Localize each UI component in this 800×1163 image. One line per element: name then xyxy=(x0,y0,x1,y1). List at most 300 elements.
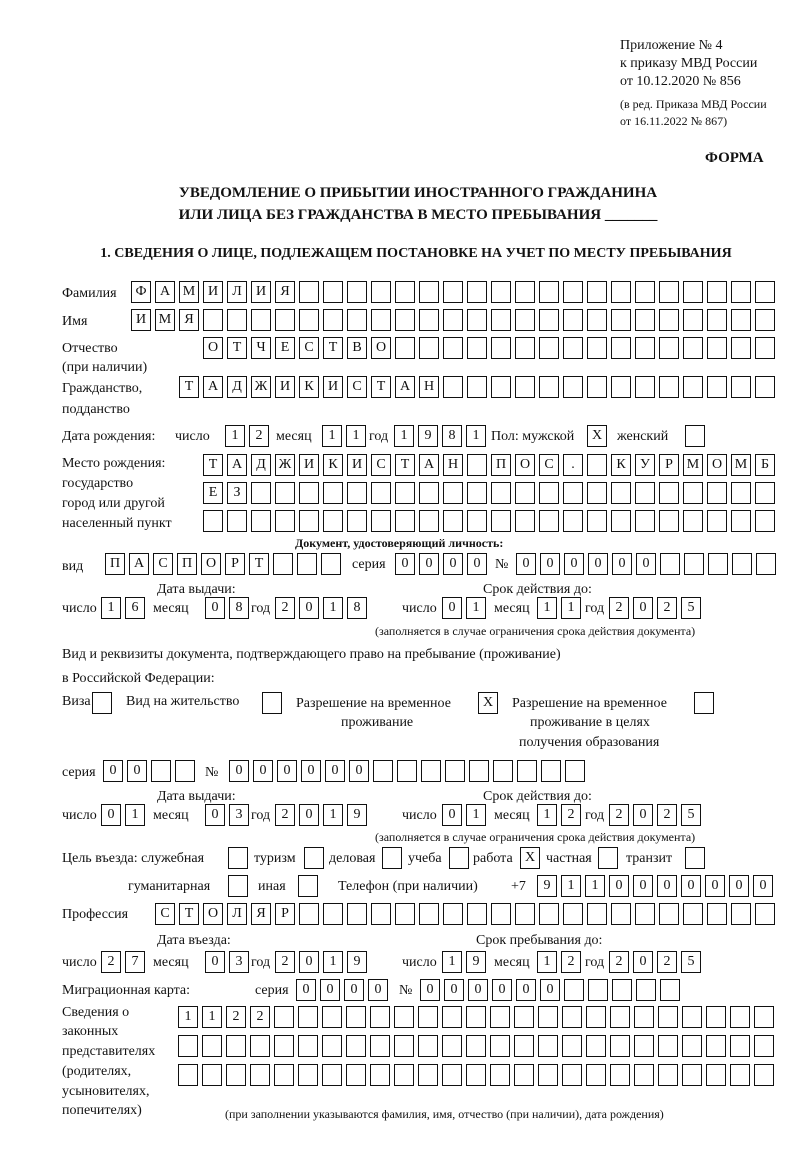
char-cell[interactable] xyxy=(202,1064,222,1086)
char-cell[interactable] xyxy=(178,1035,198,1057)
char-cell[interactable] xyxy=(370,1006,390,1028)
char-cell[interactable]: 0 xyxy=(467,553,487,575)
purpose-study-checkbox[interactable] xyxy=(449,847,469,869)
char-cell[interactable]: 0 xyxy=(229,760,249,782)
char-cell[interactable]: 1 xyxy=(323,597,343,619)
char-cell[interactable] xyxy=(515,903,535,925)
char-cell[interactable]: К xyxy=(299,376,319,398)
char-cell[interactable] xyxy=(635,376,655,398)
char-cell[interactable]: 1 xyxy=(323,804,343,826)
char-cell[interactable]: 1 xyxy=(466,597,486,619)
char-cell[interactable] xyxy=(731,281,751,303)
id-issue-year-field[interactable] xyxy=(275,597,367,619)
char-cell[interactable]: А xyxy=(419,454,439,476)
char-cell[interactable] xyxy=(659,309,679,331)
char-cell[interactable]: Б xyxy=(755,454,775,476)
char-cell[interactable] xyxy=(635,309,655,331)
char-cell[interactable] xyxy=(541,760,561,782)
char-cell[interactable] xyxy=(491,903,511,925)
char-cell[interactable]: 9 xyxy=(418,425,438,447)
char-cell[interactable]: У xyxy=(635,454,655,476)
char-cell[interactable]: 0 xyxy=(442,597,462,619)
char-cell[interactable] xyxy=(322,1035,342,1057)
char-cell[interactable] xyxy=(321,553,341,575)
char-cell[interactable]: 1 xyxy=(225,425,245,447)
char-cell[interactable] xyxy=(658,1035,678,1057)
char-cell[interactable] xyxy=(611,337,631,359)
char-cell[interactable] xyxy=(635,482,655,504)
reps-field-2[interactable] xyxy=(178,1035,774,1057)
birthplace-field-2[interactable] xyxy=(203,482,775,504)
char-cell[interactable]: О xyxy=(201,553,221,575)
char-cell[interactable] xyxy=(491,337,511,359)
migration-number-field[interactable] xyxy=(420,979,680,1001)
char-cell[interactable]: Т xyxy=(249,553,269,575)
char-cell[interactable] xyxy=(418,1064,438,1086)
char-cell[interactable]: 0 xyxy=(612,553,632,575)
char-cell[interactable] xyxy=(275,482,295,504)
char-cell[interactable] xyxy=(275,309,295,331)
char-cell[interactable]: 0 xyxy=(492,979,512,1001)
entry-month-field[interactable] xyxy=(205,951,249,973)
char-cell[interactable] xyxy=(394,1035,414,1057)
char-cell[interactable] xyxy=(730,1064,750,1086)
purpose-work-checkbox[interactable]: X xyxy=(520,847,540,869)
char-cell[interactable] xyxy=(731,376,751,398)
char-cell[interactable]: Т xyxy=(203,454,223,476)
char-cell[interactable] xyxy=(347,903,367,925)
char-cell[interactable]: 1 xyxy=(202,1006,222,1028)
char-cell[interactable] xyxy=(755,510,775,532)
char-cell[interactable]: 5 xyxy=(681,804,701,826)
char-cell[interactable] xyxy=(564,979,584,1001)
char-cell[interactable] xyxy=(635,903,655,925)
char-cell[interactable]: 3 xyxy=(229,804,249,826)
char-cell[interactable]: О xyxy=(371,337,391,359)
char-cell[interactable] xyxy=(659,281,679,303)
char-cell[interactable] xyxy=(322,1006,342,1028)
char-cell[interactable] xyxy=(755,482,775,504)
char-cell[interactable]: 0 xyxy=(633,804,653,826)
purpose-humanitarian-checkbox[interactable] xyxy=(228,875,248,897)
char-cell[interactable] xyxy=(443,309,463,331)
char-cell[interactable] xyxy=(683,337,703,359)
char-cell[interactable]: Д xyxy=(227,376,247,398)
char-cell[interactable]: 0 xyxy=(301,760,321,782)
char-cell[interactable]: 0 xyxy=(681,875,701,897)
char-cell[interactable]: С xyxy=(371,454,391,476)
char-cell[interactable] xyxy=(346,1006,366,1028)
char-cell[interactable] xyxy=(467,482,487,504)
char-cell[interactable]: 0 xyxy=(277,760,297,782)
char-cell[interactable]: 2 xyxy=(657,804,677,826)
char-cell[interactable] xyxy=(419,281,439,303)
char-cell[interactable] xyxy=(586,1035,606,1057)
char-cell[interactable] xyxy=(754,1064,774,1086)
char-cell[interactable] xyxy=(347,510,367,532)
purpose-service-checkbox[interactable] xyxy=(228,847,248,869)
char-cell[interactable]: Л xyxy=(227,903,247,925)
char-cell[interactable]: 0 xyxy=(468,979,488,1001)
char-cell[interactable] xyxy=(539,376,559,398)
char-cell[interactable] xyxy=(588,979,608,1001)
char-cell[interactable] xyxy=(251,510,271,532)
char-cell[interactable] xyxy=(610,1006,630,1028)
char-cell[interactable] xyxy=(323,281,343,303)
char-cell[interactable] xyxy=(611,903,631,925)
char-cell[interactable] xyxy=(490,1006,510,1028)
char-cell[interactable]: 0 xyxy=(516,979,536,1001)
id-kind-field[interactable] xyxy=(105,553,341,575)
birth-month-field[interactable] xyxy=(322,425,366,447)
char-cell[interactable]: С xyxy=(539,454,559,476)
char-cell[interactable] xyxy=(370,1064,390,1086)
char-cell[interactable] xyxy=(611,281,631,303)
char-cell[interactable] xyxy=(491,482,511,504)
purpose-business-checkbox[interactable] xyxy=(382,847,402,869)
char-cell[interactable] xyxy=(418,1006,438,1028)
char-cell[interactable]: А xyxy=(155,281,175,303)
char-cell[interactable]: 0 xyxy=(325,760,345,782)
char-cell[interactable] xyxy=(730,1035,750,1057)
char-cell[interactable] xyxy=(370,1035,390,1057)
char-cell[interactable]: 1 xyxy=(466,804,486,826)
char-cell[interactable] xyxy=(515,309,535,331)
char-cell[interactable]: А xyxy=(203,376,223,398)
char-cell[interactable] xyxy=(445,760,465,782)
purpose-private-checkbox[interactable] xyxy=(598,847,618,869)
char-cell[interactable] xyxy=(659,482,679,504)
char-cell[interactable] xyxy=(371,309,391,331)
char-cell[interactable] xyxy=(587,454,607,476)
char-cell[interactable]: 2 xyxy=(609,951,629,973)
char-cell[interactable]: Я xyxy=(251,903,271,925)
id-issue-month-field[interactable] xyxy=(205,597,249,619)
visa-checkbox[interactable] xyxy=(92,692,112,714)
char-cell[interactable] xyxy=(371,482,391,504)
char-cell[interactable] xyxy=(323,510,343,532)
stay-month-field[interactable] xyxy=(537,951,581,973)
char-cell[interactable]: 0 xyxy=(205,804,225,826)
char-cell[interactable]: 1 xyxy=(178,1006,198,1028)
char-cell[interactable] xyxy=(755,376,775,398)
char-cell[interactable]: М xyxy=(731,454,751,476)
char-cell[interactable] xyxy=(226,1035,246,1057)
char-cell[interactable] xyxy=(442,1006,462,1028)
birthplace-field-1[interactable] xyxy=(203,454,775,476)
char-cell[interactable] xyxy=(706,1035,726,1057)
char-cell[interactable]: Ф xyxy=(131,281,151,303)
char-cell[interactable]: И xyxy=(323,376,343,398)
char-cell[interactable] xyxy=(610,1035,630,1057)
char-cell[interactable]: 0 xyxy=(633,951,653,973)
char-cell[interactable]: 6 xyxy=(125,597,145,619)
char-cell[interactable]: 2 xyxy=(657,951,677,973)
char-cell[interactable] xyxy=(706,1006,726,1028)
right-issue-year-field[interactable] xyxy=(275,804,367,826)
char-cell[interactable]: Ж xyxy=(251,376,271,398)
char-cell[interactable] xyxy=(251,482,271,504)
char-cell[interactable] xyxy=(634,1006,654,1028)
char-cell[interactable] xyxy=(515,337,535,359)
birth-year-field[interactable] xyxy=(394,425,486,447)
char-cell[interactable] xyxy=(563,281,583,303)
char-cell[interactable] xyxy=(611,510,631,532)
char-cell[interactable] xyxy=(660,979,680,1001)
birth-day-field[interactable] xyxy=(225,425,269,447)
char-cell[interactable] xyxy=(491,309,511,331)
char-cell[interactable] xyxy=(515,510,535,532)
char-cell[interactable]: И xyxy=(275,376,295,398)
char-cell[interactable]: 0 xyxy=(753,875,773,897)
right-valid-month-field[interactable] xyxy=(537,804,581,826)
char-cell[interactable] xyxy=(683,309,703,331)
char-cell[interactable]: Ж xyxy=(275,454,295,476)
char-cell[interactable] xyxy=(660,553,680,575)
char-cell[interactable]: А xyxy=(227,454,247,476)
char-cell[interactable] xyxy=(538,1006,558,1028)
char-cell[interactable] xyxy=(227,510,247,532)
char-cell[interactable] xyxy=(273,553,293,575)
char-cell[interactable] xyxy=(587,376,607,398)
char-cell[interactable]: 8 xyxy=(347,597,367,619)
char-cell[interactable] xyxy=(539,510,559,532)
char-cell[interactable] xyxy=(611,482,631,504)
char-cell[interactable]: Я xyxy=(275,281,295,303)
char-cell[interactable] xyxy=(515,482,535,504)
char-cell[interactable] xyxy=(658,1064,678,1086)
char-cell[interactable] xyxy=(683,281,703,303)
char-cell[interactable] xyxy=(395,903,415,925)
id-issue-day-field[interactable] xyxy=(101,597,145,619)
char-cell[interactable]: 1 xyxy=(537,951,557,973)
char-cell[interactable] xyxy=(658,1006,678,1028)
char-cell[interactable] xyxy=(515,281,535,303)
char-cell[interactable]: Т xyxy=(179,376,199,398)
char-cell[interactable] xyxy=(539,482,559,504)
char-cell[interactable]: 1 xyxy=(442,951,462,973)
char-cell[interactable] xyxy=(587,510,607,532)
char-cell[interactable]: 2 xyxy=(609,597,629,619)
char-cell[interactable]: 1 xyxy=(125,804,145,826)
char-cell[interactable] xyxy=(467,309,487,331)
char-cell[interactable] xyxy=(469,760,489,782)
char-cell[interactable]: 2 xyxy=(249,425,269,447)
char-cell[interactable] xyxy=(394,1006,414,1028)
char-cell[interactable]: О xyxy=(515,454,535,476)
char-cell[interactable] xyxy=(538,1064,558,1086)
char-cell[interactable] xyxy=(227,309,247,331)
char-cell[interactable] xyxy=(707,309,727,331)
char-cell[interactable] xyxy=(707,376,727,398)
stay-day-field[interactable] xyxy=(442,951,486,973)
right-number-field[interactable] xyxy=(229,760,585,782)
char-cell[interactable] xyxy=(539,281,559,303)
char-cell[interactable] xyxy=(659,903,679,925)
char-cell[interactable]: Т xyxy=(227,337,247,359)
char-cell[interactable]: Р xyxy=(659,454,679,476)
char-cell[interactable] xyxy=(490,1035,510,1057)
char-cell[interactable]: М xyxy=(179,281,199,303)
char-cell[interactable] xyxy=(538,1035,558,1057)
char-cell[interactable]: 0 xyxy=(516,553,536,575)
char-cell[interactable] xyxy=(323,903,343,925)
char-cell[interactable] xyxy=(251,309,271,331)
char-cell[interactable] xyxy=(755,337,775,359)
char-cell[interactable]: 2 xyxy=(275,951,295,973)
char-cell[interactable] xyxy=(443,376,463,398)
char-cell[interactable] xyxy=(731,510,751,532)
char-cell[interactable]: 2 xyxy=(101,951,121,973)
purpose-other-checkbox[interactable] xyxy=(298,875,318,897)
char-cell[interactable] xyxy=(515,376,535,398)
char-cell[interactable] xyxy=(250,1064,270,1086)
char-cell[interactable]: С xyxy=(153,553,173,575)
char-cell[interactable] xyxy=(203,510,223,532)
char-cell[interactable] xyxy=(493,760,513,782)
char-cell[interactable]: 8 xyxy=(442,425,462,447)
purpose-tourism-checkbox[interactable] xyxy=(304,847,324,869)
char-cell[interactable] xyxy=(636,979,656,1001)
char-cell[interactable] xyxy=(250,1035,270,1057)
char-cell[interactable] xyxy=(419,510,439,532)
char-cell[interactable]: Т xyxy=(395,454,415,476)
char-cell[interactable] xyxy=(274,1006,294,1028)
right-issue-month-field[interactable] xyxy=(205,804,249,826)
char-cell[interactable] xyxy=(659,510,679,532)
char-cell[interactable] xyxy=(467,454,487,476)
char-cell[interactable]: 0 xyxy=(657,875,677,897)
char-cell[interactable] xyxy=(683,903,703,925)
char-cell[interactable] xyxy=(347,309,367,331)
id-valid-month-field[interactable] xyxy=(537,597,581,619)
purpose-transit-checkbox[interactable] xyxy=(685,847,705,869)
char-cell[interactable] xyxy=(707,510,727,532)
char-cell[interactable]: И xyxy=(299,454,319,476)
char-cell[interactable] xyxy=(539,309,559,331)
char-cell[interactable]: С xyxy=(155,903,175,925)
char-cell[interactable] xyxy=(587,482,607,504)
char-cell[interactable]: 2 xyxy=(275,804,295,826)
sex-female-checkbox[interactable] xyxy=(685,425,705,447)
char-cell[interactable]: 0 xyxy=(705,875,725,897)
char-cell[interactable]: 0 xyxy=(253,760,273,782)
char-cell[interactable] xyxy=(395,337,415,359)
char-cell[interactable]: И xyxy=(131,309,151,331)
char-cell[interactable]: Ч xyxy=(251,337,271,359)
char-cell[interactable] xyxy=(683,510,703,532)
right-issue-day-field[interactable] xyxy=(101,804,145,826)
char-cell[interactable]: Р xyxy=(275,903,295,925)
char-cell[interactable] xyxy=(299,281,319,303)
char-cell[interactable] xyxy=(635,337,655,359)
char-cell[interactable] xyxy=(467,510,487,532)
char-cell[interactable] xyxy=(539,903,559,925)
char-cell[interactable] xyxy=(397,760,417,782)
char-cell[interactable] xyxy=(373,760,393,782)
char-cell[interactable]: 0 xyxy=(636,553,656,575)
char-cell[interactable] xyxy=(419,903,439,925)
char-cell[interactable] xyxy=(299,510,319,532)
char-cell[interactable]: П xyxy=(105,553,125,575)
char-cell[interactable] xyxy=(756,553,776,575)
char-cell[interactable]: 0 xyxy=(588,553,608,575)
char-cell[interactable] xyxy=(466,1064,486,1086)
char-cell[interactable] xyxy=(395,510,415,532)
char-cell[interactable]: 0 xyxy=(127,760,147,782)
char-cell[interactable] xyxy=(563,309,583,331)
char-cell[interactable] xyxy=(587,281,607,303)
char-cell[interactable]: В xyxy=(347,337,367,359)
stay-year-field[interactable] xyxy=(609,951,701,973)
char-cell[interactable] xyxy=(467,337,487,359)
char-cell[interactable]: 9 xyxy=(537,875,557,897)
char-cell[interactable]: М xyxy=(683,454,703,476)
entry-day-field[interactable] xyxy=(101,951,145,973)
char-cell[interactable]: 1 xyxy=(466,425,486,447)
char-cell[interactable] xyxy=(562,1064,582,1086)
char-cell[interactable]: 0 xyxy=(296,979,316,1001)
birthplace-field-3[interactable] xyxy=(203,510,775,532)
char-cell[interactable] xyxy=(634,1035,654,1057)
reps-field-3[interactable] xyxy=(178,1064,774,1086)
char-cell[interactable]: Я xyxy=(179,309,199,331)
char-cell[interactable] xyxy=(346,1064,366,1086)
char-cell[interactable]: 0 xyxy=(609,875,629,897)
char-cell[interactable] xyxy=(563,510,583,532)
char-cell[interactable] xyxy=(443,903,463,925)
char-cell[interactable]: 1 xyxy=(394,425,414,447)
char-cell[interactable]: 7 xyxy=(125,951,145,973)
char-cell[interactable]: 0 xyxy=(633,597,653,619)
char-cell[interactable] xyxy=(611,376,631,398)
profession-field[interactable] xyxy=(155,903,775,925)
char-cell[interactable]: . xyxy=(563,454,583,476)
char-cell[interactable] xyxy=(731,309,751,331)
phone-field[interactable] xyxy=(537,875,773,897)
char-cell[interactable] xyxy=(274,1035,294,1057)
char-cell[interactable] xyxy=(274,1064,294,1086)
char-cell[interactable] xyxy=(466,1006,486,1028)
char-cell[interactable] xyxy=(298,1035,318,1057)
char-cell[interactable]: 0 xyxy=(299,804,319,826)
char-cell[interactable]: 0 xyxy=(101,804,121,826)
char-cell[interactable] xyxy=(443,510,463,532)
patronymic-field[interactable] xyxy=(203,337,775,359)
char-cell[interactable]: Н xyxy=(419,376,439,398)
char-cell[interactable] xyxy=(565,760,585,782)
char-cell[interactable]: С xyxy=(299,337,319,359)
char-cell[interactable] xyxy=(731,337,751,359)
char-cell[interactable] xyxy=(563,903,583,925)
char-cell[interactable]: 0 xyxy=(443,553,463,575)
char-cell[interactable] xyxy=(467,281,487,303)
char-cell[interactable] xyxy=(514,1006,534,1028)
char-cell[interactable] xyxy=(275,510,295,532)
char-cell[interactable] xyxy=(371,510,391,532)
surname-field[interactable] xyxy=(131,281,775,303)
char-cell[interactable] xyxy=(226,1064,246,1086)
char-cell[interactable]: Т xyxy=(371,376,391,398)
char-cell[interactable]: С xyxy=(347,376,367,398)
right-valid-day-field[interactable] xyxy=(442,804,486,826)
id-series-field[interactable] xyxy=(395,553,487,575)
char-cell[interactable]: 0 xyxy=(299,951,319,973)
char-cell[interactable] xyxy=(322,1064,342,1086)
char-cell[interactable]: 0 xyxy=(103,760,123,782)
char-cell[interactable] xyxy=(612,979,632,1001)
char-cell[interactable]: 0 xyxy=(320,979,340,1001)
